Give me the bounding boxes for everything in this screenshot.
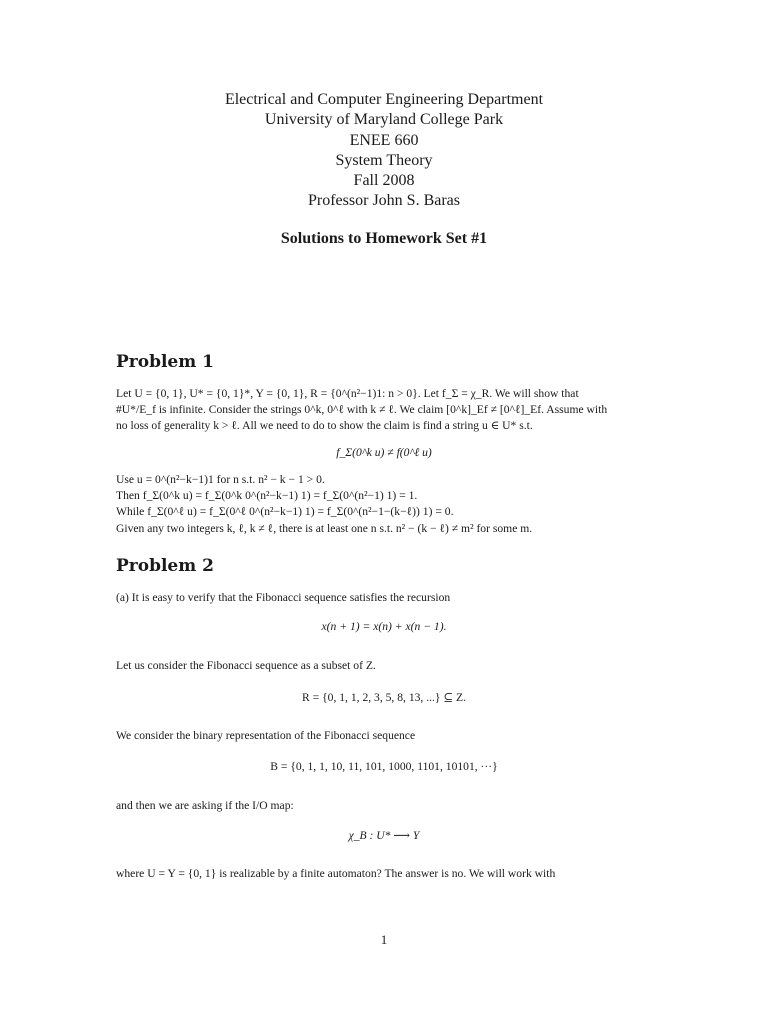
university-line: University of Maryland College Park	[264, 111, 504, 129]
page-number: 1	[380, 932, 388, 947]
text-line: #U*/E_f is infinite. Consider the strings 0^k, 0^ℓ with k ≠ ℓ. We claim [0^k]_Ef ≠ [0^ℓ]_Ef. Assume with	[116, 403, 608, 417]
text-line: Let us consider the Fibonacci sequence as a subset of Z.	[116, 659, 376, 672]
text-line: no loss of generality k > ℓ. All we need to do to show the claim is find a string u ∈ U* s.t.	[116, 419, 533, 433]
set-b-equation: B = {0, 1, 1, 10, 11, 101, 1000, 1101, 10101, ···}	[270, 760, 498, 773]
io-map-equation: χ_B : U* ⟶ Y	[348, 829, 420, 842]
text-line: Let U = {0, 1}, U* = {0, 1}*, Y = {0, 1}, R = {0^(n²−1)1: n > 0}. Let f_Σ = χ_R. We will show that	[116, 387, 579, 400]
text-line: Use u = 0^(n²−k−1)1 for n s.t. n² − k − 1 > 0.	[116, 473, 325, 486]
binary-text	[116, 728, 636, 744]
subset-text	[116, 658, 636, 674]
course-name: System Theory	[335, 151, 433, 169]
problem-2-part-a	[116, 590, 636, 606]
problem-1-intro	[116, 386, 636, 435]
recursion-equation: x(n + 1) = x(n) + x(n − 1).	[321, 620, 447, 633]
problem-1-proof	[116, 472, 636, 537]
department-line: Electrical and Computer Engineering Department	[224, 91, 544, 108]
term: Fall 2008	[353, 172, 415, 190]
text-line: (a) It is easy to verify that the Fibonacci sequence satisfies the recursion	[116, 591, 451, 604]
text-line: where U = Y = {0, 1} is realizable by a finite automaton? The answer is no. We will work with	[116, 867, 556, 880]
final-text	[116, 866, 636, 882]
text-line: and then we are asking if the I/O map:	[116, 799, 294, 812]
problem-1-heading: Problem 1	[116, 352, 214, 372]
problem-1-equation: f_Σ(0^k u) ≠ f(0^ℓ u)	[336, 446, 432, 459]
text-line: Given any two integers k, ℓ, k ≠ ℓ, there is at least one n s.t. n² − (k − ℓ) ≠ m² for some m.	[116, 521, 533, 535]
text-line: We consider the binary representation of the Fibonacci sequence	[116, 729, 416, 742]
course-code: ENEE 660	[349, 131, 419, 149]
set-r-equation: R = {0, 1, 1, 2, 3, 5, 8, 13, ...} ⊆ Z.	[302, 691, 466, 704]
problem-2-heading: Problem 2	[116, 556, 214, 576]
professor: Professor John S. Baras	[308, 192, 460, 210]
document-title: Solutions to Homework Set #1	[280, 230, 488, 247]
text-line: Then f_Σ(0^k u) = f_Σ(0^k 0^(n²−k−1) 1) = f_Σ(0^(n²−1) 1) = 1.	[116, 489, 418, 503]
document-header	[0, 90, 768, 212]
text-line: While f_Σ(0^ℓ u) = f_Σ(0^ℓ 0^(n²−k−1) 1) = f_Σ(0^(n²−1−(k−ℓ)) 1) = 0.	[116, 505, 454, 519]
io-text	[116, 798, 636, 814]
